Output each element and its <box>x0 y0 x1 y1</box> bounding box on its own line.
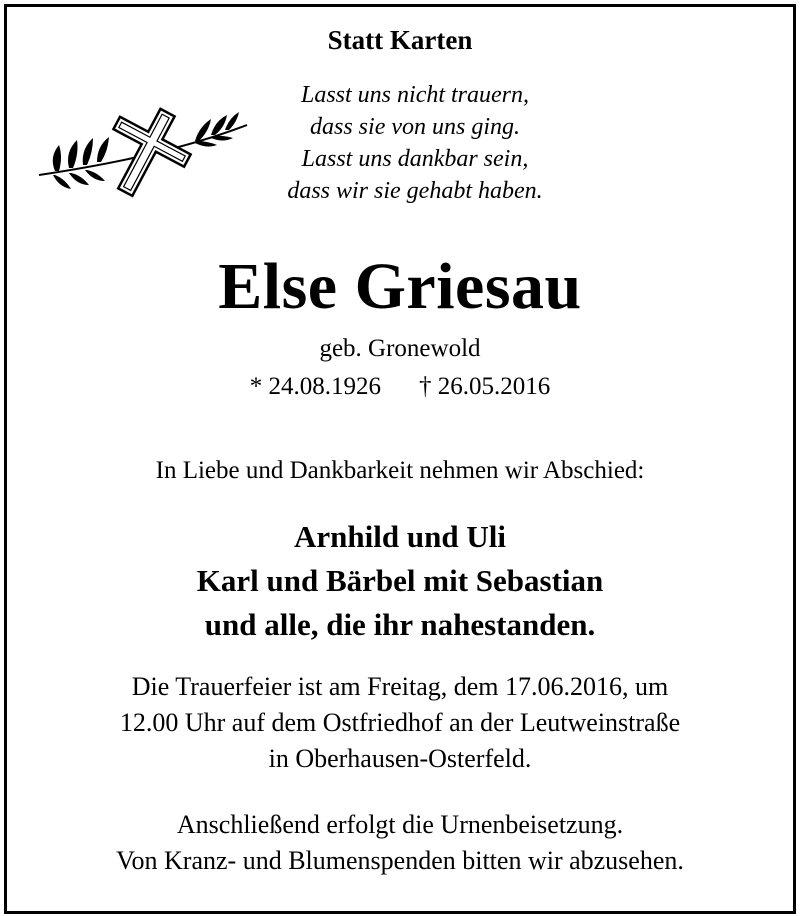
birth-date: * 24.08.1926 <box>249 373 381 400</box>
service-line: 12.00 Uhr auf dem Ostfriedhof an der Leutweinstraße <box>119 708 681 737</box>
poem-line: dass sie von uns ging. <box>310 114 520 140</box>
deceased-name: Else Griesau <box>218 250 582 323</box>
poem <box>275 79 555 207</box>
service-info <box>7 669 793 777</box>
maiden-name: geb. Gronewold <box>319 335 481 362</box>
poem-line: Lasst uns nicht trauern, <box>300 82 530 108</box>
service-line: Die Trauerfeier ist am Freitag, dem 17.06.2016, um <box>131 672 669 701</box>
closing-line: Von Kranz- und Blumenspenden bitten wir abzusehen. <box>116 846 684 875</box>
poem-line: dass wir sie gehabt haben. <box>287 178 543 204</box>
closing-notes <box>7 807 793 879</box>
service-line: in Oberhausen-Osterfeld. <box>268 744 532 773</box>
mourner-line: und alle, die ihr nahestanden. <box>204 607 596 642</box>
mourners-list <box>7 515 793 647</box>
poem-line: Lasst uns dankbar sein, <box>301 146 529 172</box>
death-date: † 26.05.2016 <box>419 373 551 400</box>
closing-line: Anschließend erfolgt die Urnenbeisetzung. <box>176 810 624 839</box>
life-dates <box>7 373 793 401</box>
farewell-intro: In Liebe und Dankbarkeit nehmen wir Abschied: <box>155 457 645 484</box>
header-text: Statt Karten <box>327 25 473 55</box>
obituary-notice <box>4 4 796 914</box>
mourner-line: Arnhild und Uli <box>294 519 506 554</box>
cross-with-palm-branch-icon <box>35 103 255 203</box>
mourner-line: Karl und Bärbel mit Sebastian <box>196 563 604 598</box>
